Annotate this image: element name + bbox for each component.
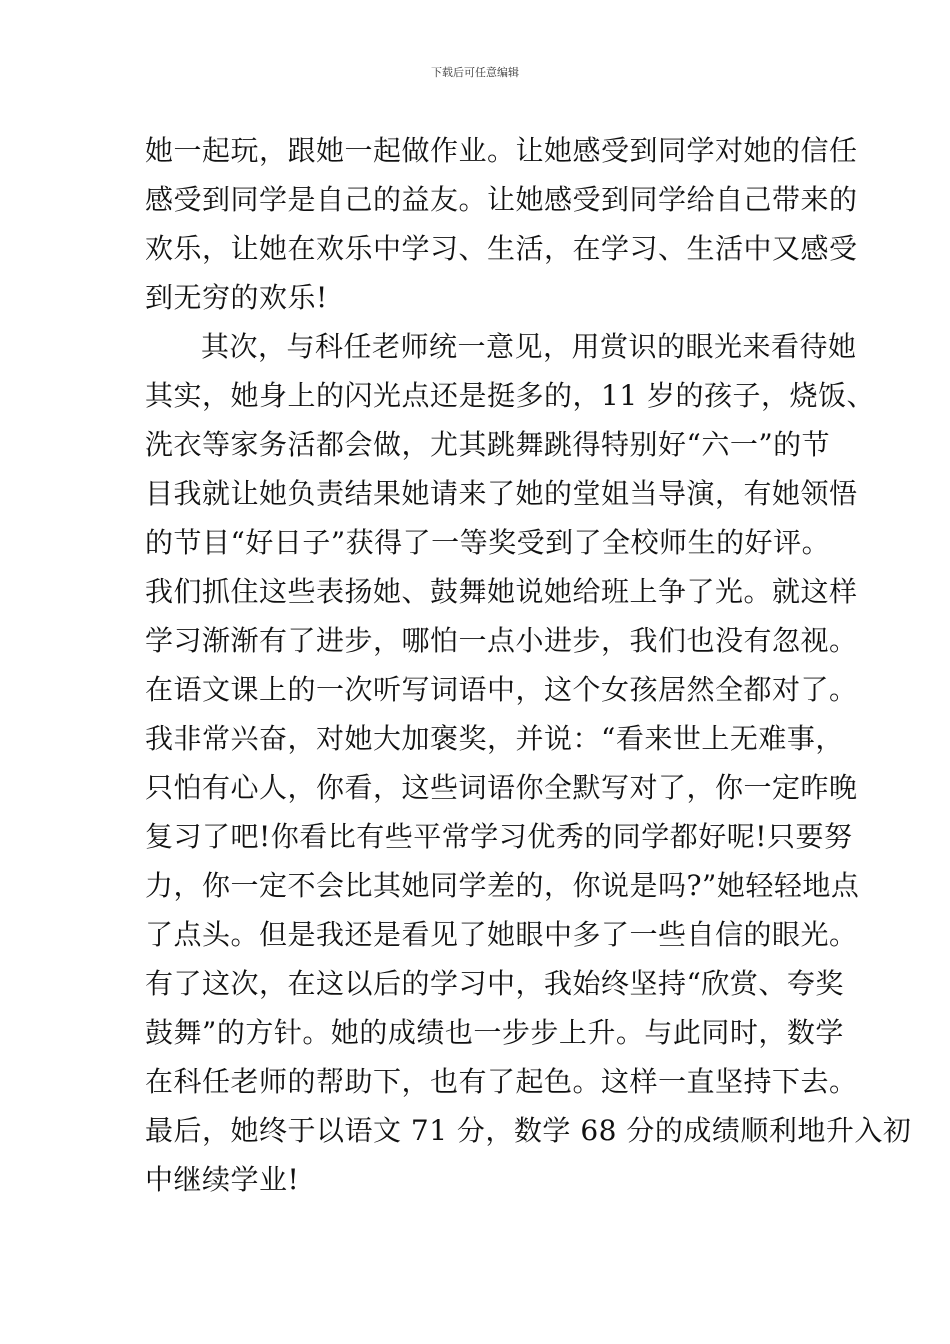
text-line: 力，你一定不会比其她同学差的，你说是吗?”她轻轻地点 bbox=[145, 869, 860, 902]
text-line: 鼓舞”的方针。她的成绩也一步步上升。与此同时，数学 bbox=[145, 1016, 844, 1049]
text-line: 欢乐，让她在欢乐中学习、生活，在学习、生活中又感受 bbox=[145, 232, 858, 265]
paragraph bbox=[145, 126, 858, 322]
text-line: 感受到同学是自己的益友。让她感受到同学给自己带来的 bbox=[145, 183, 858, 216]
text-line: 只怕有心人，你看，这些词语你全默写对了，你一定昨晚 bbox=[145, 771, 858, 804]
text-line: 了点头。但是我还是看见了她眼中多了一些自信的眼光。 bbox=[145, 918, 858, 951]
text-line: 其实，她身上的闪光点还是挺多的，11 岁的孩子，烧饭、 bbox=[145, 379, 876, 412]
text-line: 在语文课上的一次听写词语中，这个女孩居然全都对了。 bbox=[145, 673, 858, 706]
text-line: 学习渐渐有了进步，哪怕一点小进步，我们也没有忽视。 bbox=[145, 624, 858, 657]
text-line: 她一起玩，跟她一起做作业。让她感受到同学对她的信任 bbox=[145, 134, 858, 167]
text-line: 复习了吧!你看比有些平常学习优秀的同学都好呢!只要努 bbox=[145, 820, 853, 853]
text-line: 中继续学业! bbox=[145, 1163, 300, 1196]
text-line: 的节目“好日子”获得了一等奖受到了全校师生的好评。 bbox=[145, 526, 831, 559]
page-header: 下载后可任意编辑 bbox=[431, 66, 519, 79]
document-body bbox=[145, 126, 912, 1204]
text-line: 有了这次，在这以后的学习中，我始终坚持“欣赏、夸奖 bbox=[145, 967, 844, 1000]
text-line: 我非常兴奋，对她大加褒奖，并说：“看来世上无难事， bbox=[145, 722, 844, 755]
text-line: 其次，与科任老师统一意见，用赏识的眼光来看待她 bbox=[201, 330, 857, 363]
text-line: 我们抓住这些表扬她、鼓舞她说她给班上争了光。就这样 bbox=[145, 575, 858, 608]
text-line: 到无穷的欢乐! bbox=[145, 281, 328, 314]
paragraph bbox=[145, 322, 912, 1204]
text-line: 洗衣等家务活都会做，尤其跳舞跳得特别好“六一”的节 bbox=[145, 428, 831, 461]
text-line: 最后，她终于以语文 71 分，数学 68 分的成绩顺利地升入初 bbox=[145, 1114, 912, 1147]
text-line: 目我就让她负责结果她请来了她的堂姐当导演，有她领悟 bbox=[145, 477, 858, 510]
text-line: 在科任老师的帮助下，也有了起色。这样一直坚持下去。 bbox=[145, 1065, 858, 1098]
